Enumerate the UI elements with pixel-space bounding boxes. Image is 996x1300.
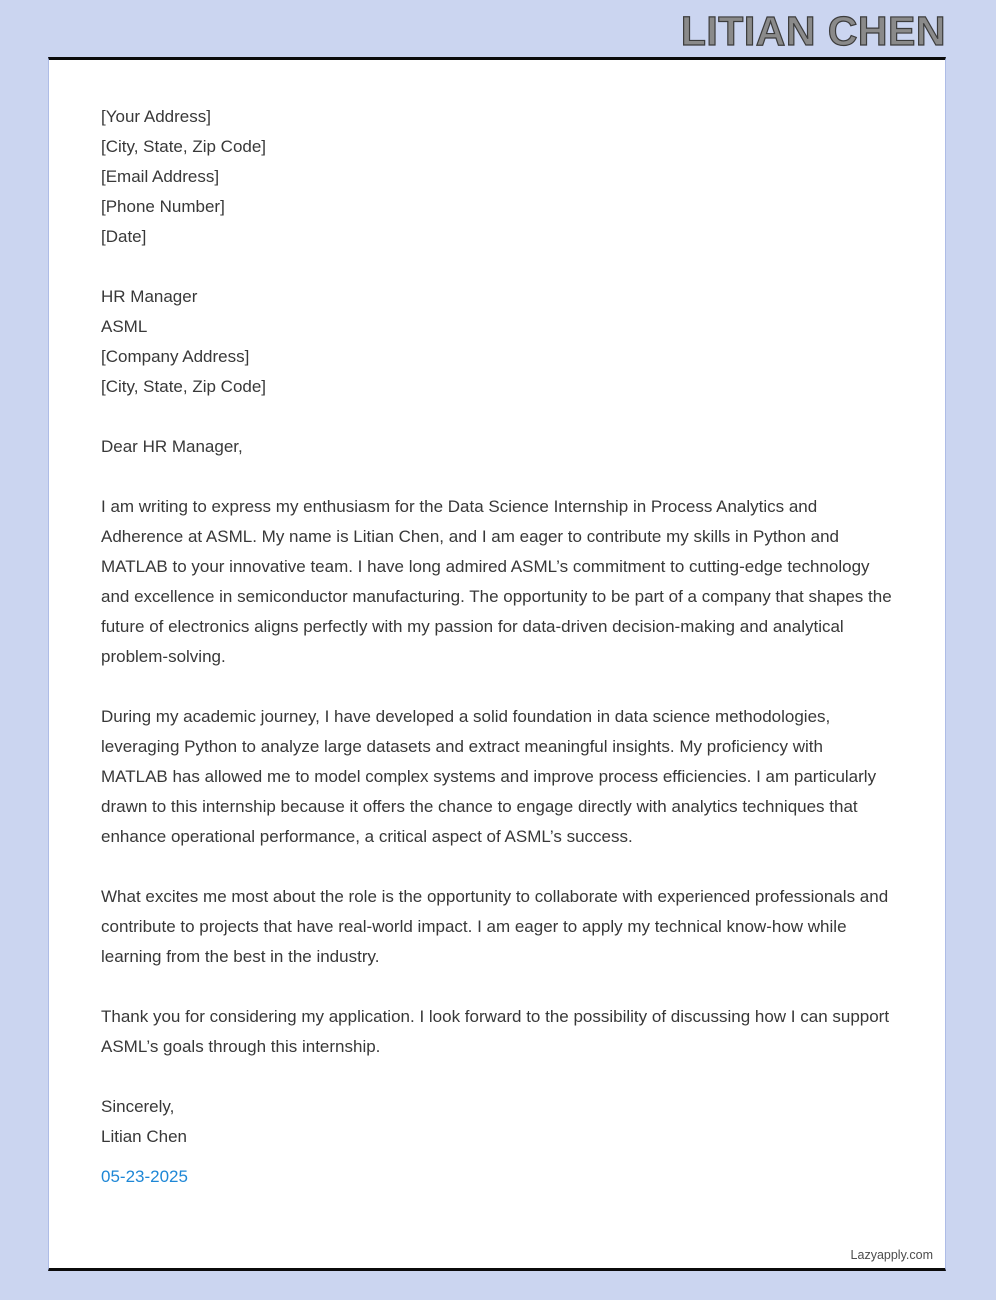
sender-date-line: [Date] xyxy=(101,227,147,246)
letter-page xyxy=(48,57,946,1271)
recipient-city-line: [City, State, Zip Code] xyxy=(101,377,267,396)
body-paragraph-4: Thank you for considering my application. I look forward to the possibility of discussing how I can support ASML’s goals through this internship. xyxy=(101,1007,890,1056)
date-text: 05-23-2025 xyxy=(101,1167,188,1186)
sender-address-block xyxy=(101,102,893,252)
sender-email-line: [Email Address] xyxy=(101,167,220,186)
recipient-title-line: HR Manager xyxy=(101,287,198,306)
sender-address-line: [Your Address] xyxy=(101,107,211,126)
recipient-company-line: ASML xyxy=(101,317,148,336)
recipient-address-line: [Company Address] xyxy=(101,347,250,366)
salutation: Dear HR Manager, xyxy=(101,437,243,456)
letterhead-name: LITIAN CHEN xyxy=(680,8,946,54)
sign-off: Sincerely, xyxy=(101,1097,175,1116)
signature-name: Litian Chen xyxy=(101,1127,188,1146)
sender-city-line: [City, State, Zip Code] xyxy=(101,137,267,156)
sender-phone-line: [Phone Number] xyxy=(101,197,225,216)
body-paragraph-1: I am writing to express my enthusiasm for the Data Science Internship in Process Analytics and Adherence at ASML. My name is Litian Chen, and I am eager to contribute my skills in Python and MATLAB to your innovative team. I have long admired ASML’s commitment to cutting-edge technology and excellence in semiconductor manufacturing. The opportunity to be part of a company that shapes the future of electronics aligns perfectly with my passion for data-driven decision-making and analytical problem-solving. xyxy=(101,497,892,666)
closing-block xyxy=(101,1092,893,1152)
footer-brand: Lazyapply.com xyxy=(850,1248,933,1262)
recipient-block xyxy=(101,282,893,402)
body-paragraph-3: What excites me most about the role is the opportunity to collaborate with experienced professionals and contribute to projects that have real-world impact. I am eager to apply my technical know-how while learning from the best in the industry. xyxy=(101,887,889,966)
letter-body xyxy=(101,102,893,1192)
body-paragraph-2: During my academic journey, I have developed a solid foundation in data science methodologies, leveraging Python to analyze large datasets and extract meaningful insights. My proficiency with MATLAB has allowed me to model complex systems and improve process efficiencies. I am particularly drawn to this internship because it offers the chance to engage directly with analytics techniques that enhance operational performance, a critical aspect of ASML’s success. xyxy=(101,707,877,846)
